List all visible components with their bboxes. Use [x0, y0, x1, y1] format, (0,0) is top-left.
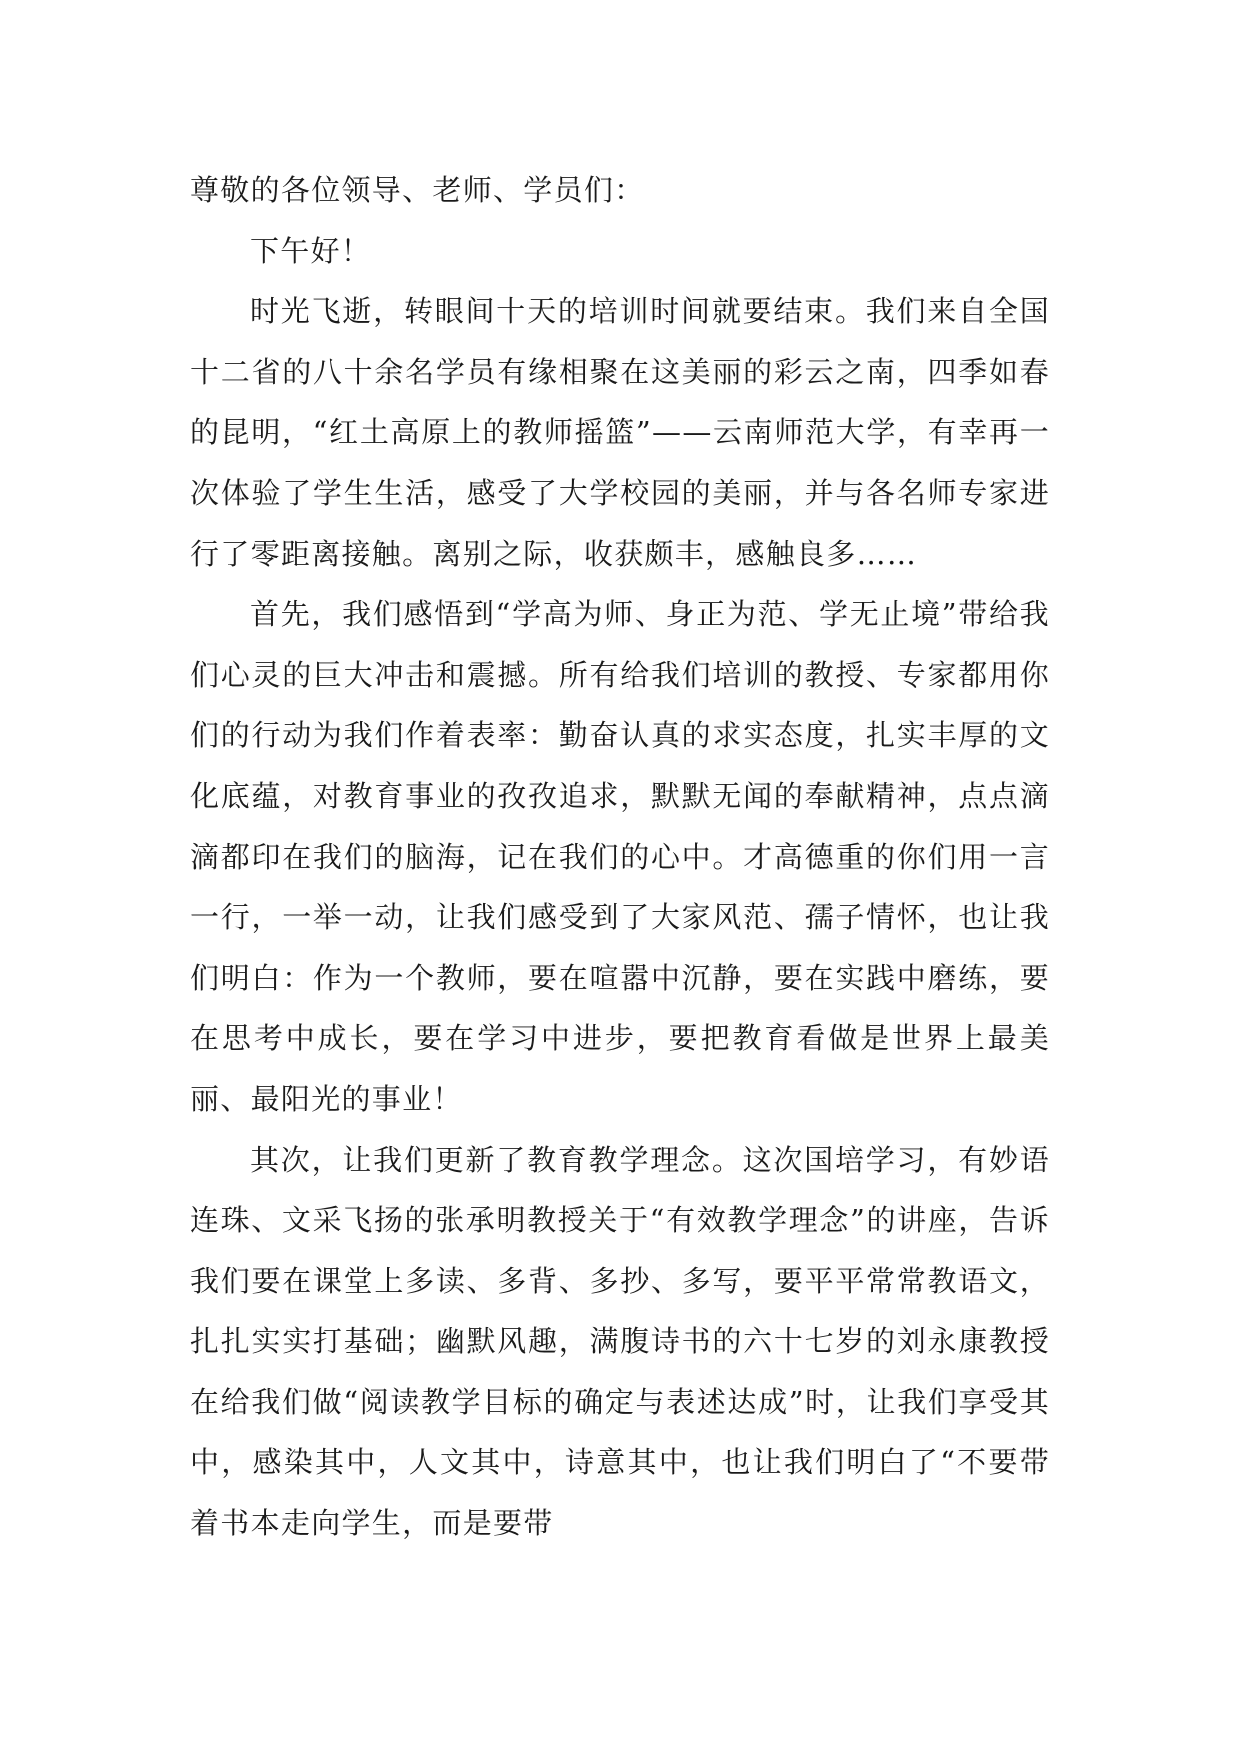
second-point-paragraph: 其次，让我们更新了教育教学理念。这次国培学习，有妙语连珠、文采飞扬的张承明教授关于“有效教学理念”的讲座，告诉我们要在课堂上多读、多背、多抄、多写，要平平常常教语文，扎扎实实打基础；幽默风趣，满腹诗书的六十七岁的刘永康教授在给我们做“阅读教学目标的确定与表述达成”时，让我们享受其中，感染其中，人文其中，诗意其中，也让我们明白了“不要带着书本走向学生，而是要带	[190, 1142, 1050, 1541]
salutation: 尊敬的各位领导、老师、学员们：	[190, 173, 645, 207]
greeting-paragraph: 下午好！	[250, 233, 372, 268]
document-body	[190, 160, 1050, 1554]
first-point-paragraph: 首先，我们感悟到“学高为师、身正为范、学无止境”带给我们心灵的巨大冲击和震撼。所有给我们培训的教授、专家都用你们的行动为我们作着表率：勤奋认真的求实态度，扎实丰厚的文化底蕴，对教育事业的孜孜追求，默默无闻的奉献精神，点点滴滴都印在我们的脑海，记在我们的心中。才高德重的你们用一言一行，一举一动，让我们感受到了大家风范、孺子情怀，也让我们明白：作为一个教师，要在喧嚣中沉静，要在实践中磨练，要在思考中成长，要在学习中进步，要把教育看做是世界上最美丽、最阳光的事业！	[190, 597, 1050, 1116]
intro-paragraph: 时光飞逝，转眼间十天的培训时间就要结束。我们来自全国十二省的八十余名学员有缘相聚在这美丽的彩云之南，四季如春的昆明，“红土高原上的教师摇篮”——云南师范大学，有幸再一次体验了学生生活，感受了大学校园的美丽，并与各名师专家进行了零距离接触。离别之际，收获颇丰，感触良多……	[190, 294, 1050, 571]
